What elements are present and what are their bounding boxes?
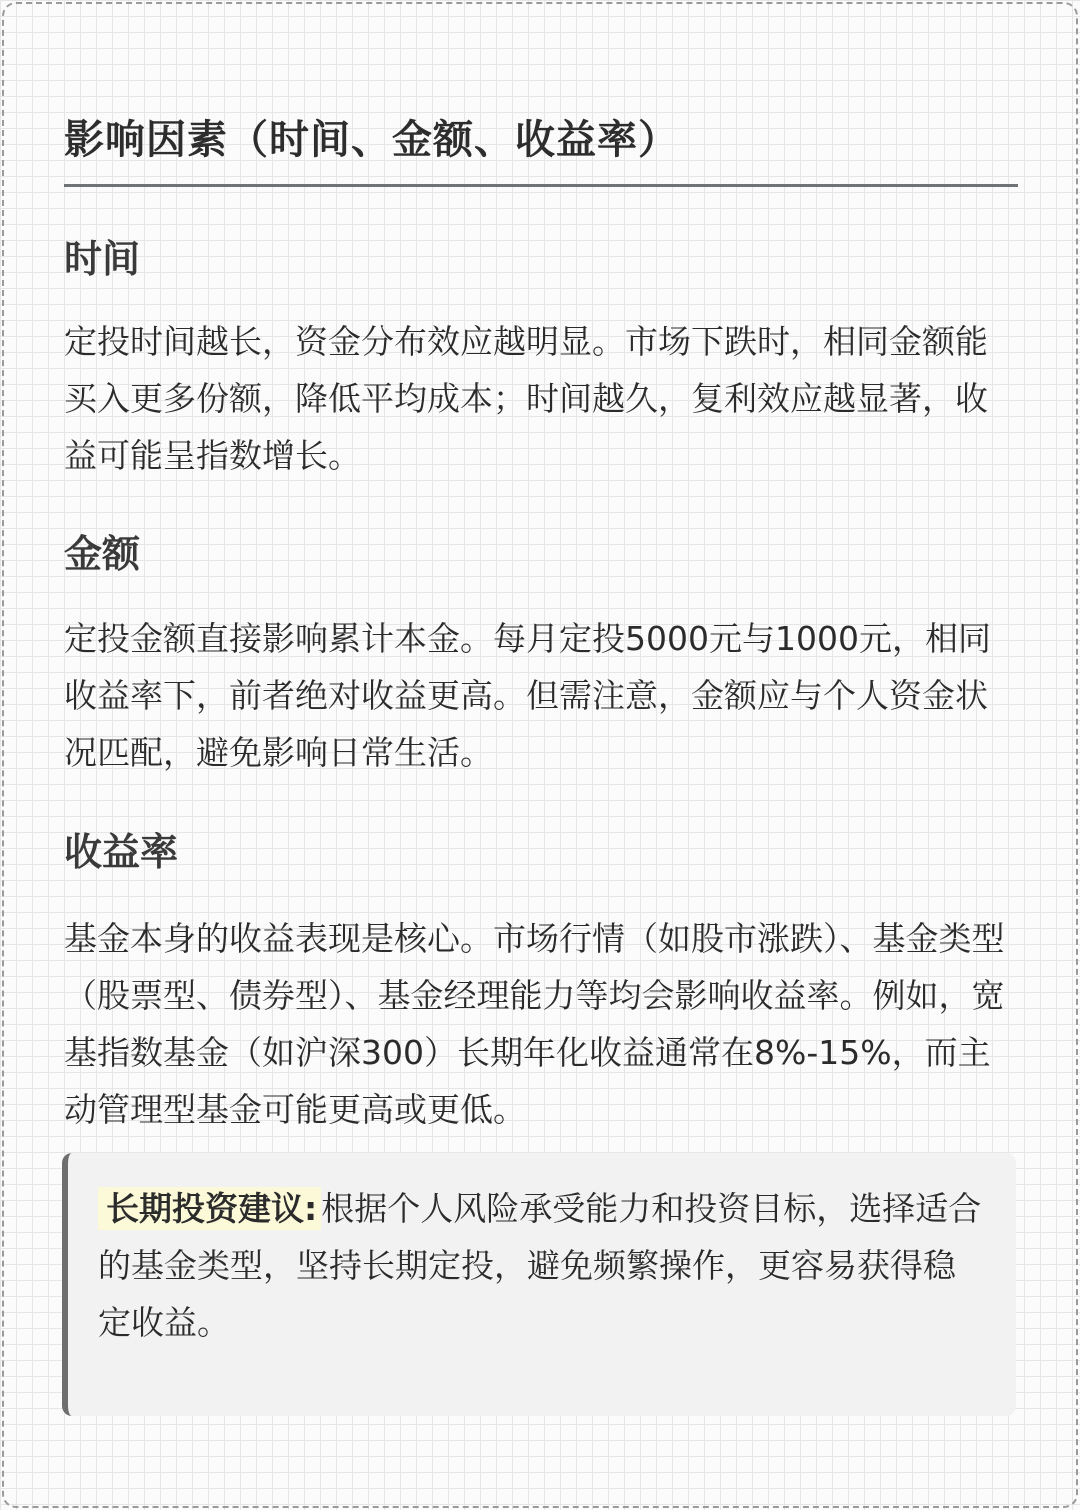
section-text-return-rate: 基金本身的收益表现是核心。市场行情（如股市涨跌）、基金类型（股票型、债券型）、基金经理能力等均会影响收益率。例如，宽基指数基金（如沪深300）长期年化收益通常在8%-15%，而主动管理型基金可能更高或更低。	[64, 919, 1005, 1129]
section-heading-return-rate: 收益率	[64, 830, 179, 874]
advice-paragraph	[98, 1180, 986, 1351]
section-heading-amount: 金额	[64, 532, 141, 576]
section-text-time: 定投时间越长，资金分布效应越明显。市场下跌时，相同金额能买入更多份额，降低平均成本；时间越久，复利效应越显著，收益可能呈指数增长。	[64, 322, 988, 475]
section-text-amount: 定投金额直接影响累计本金。每月定投5000元与1000元，相同收益率下，前者绝对收益更高。但需注意，金额应与个人资金状况匹配，避免影响日常生活。	[64, 619, 991, 772]
advice-callout	[62, 1153, 1016, 1416]
article-content	[64, 108, 1018, 1138]
section-heading-time: 时间	[64, 237, 141, 281]
title-divider	[64, 184, 1018, 187]
page-title: 影响因素（时间、金额、收益率）	[64, 117, 679, 163]
advice-label: 长期投资建议:	[98, 1187, 321, 1230]
advice-text: 根据个人风险承受能力和投资目标，选择适合的基金类型，坚持长期定投，避免频繁操作，更容易获得稳定收益。	[98, 1189, 982, 1342]
